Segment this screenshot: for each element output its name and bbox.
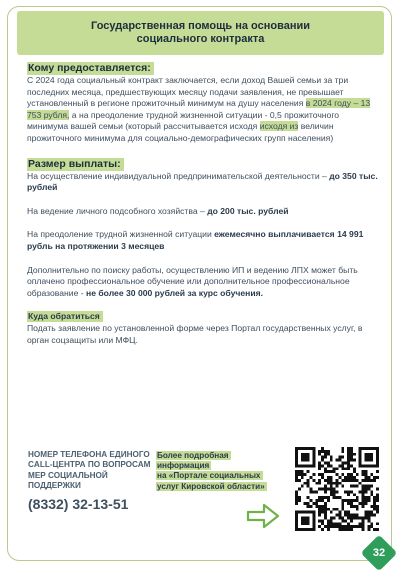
more-info-line-1: Более подробная — [157, 451, 229, 460]
section-title-amount: Размер выплаты: — [27, 158, 124, 171]
who-highlight-2: исходя из — [259, 121, 299, 132]
call-center-caption: НОМЕР ТЕЛЕФОНА ЕДИНОГО CALL-ЦЕНТРА ПО ВОПРОСАМ МЕР СОЦИАЛЬНОЙ ПОДДЕРЖКИ — [28, 450, 151, 491]
call-center-block — [28, 450, 158, 513]
main-content — [27, 62, 379, 346]
who-text-3: величин прожиточного минимума для социально-демографических групп населения) — [27, 121, 334, 143]
amount-p2-text: На ведение личного подсобного хозяйства – — [27, 205, 208, 216]
section-title-where: Куда обратиться — [27, 311, 103, 322]
amount-p1-bold: до 350 тыс. рублей — [27, 170, 378, 193]
section-title-who: Кому предоставляется: — [27, 62, 154, 75]
section-who — [27, 62, 379, 145]
more-info-line-3: на «Портале социальных — [157, 471, 261, 481]
amount-p2 — [27, 206, 379, 218]
call-center-phone[interactable]: (8332) 32-13-51 — [28, 495, 129, 512]
amount-p3-bold: ежемесячно выплачивается 14 991 рубль на протяжении 3 месяцев — [27, 229, 364, 251]
where-paragraph: Подать заявление по установленной форме через Портал государственных услуг, в орган соцзащиты или МФЦ. — [27, 322, 363, 345]
more-info-line-2: информация — [157, 461, 210, 471]
section-amount — [27, 158, 379, 300]
amount-p2-bold: до 200 тыс. рублей — [207, 205, 289, 216]
amount-p1-text: На осуществление индивидуальной предпринимательской деятельности – — [27, 170, 330, 181]
more-info-block — [156, 451, 290, 492]
who-text-2: а на преодоление трудной жизненной ситуации - 0,5 прожиточного минимума вашей семьи (который рассчитывается исходя — [27, 109, 340, 132]
amount-p4-bold: не более 30 000 рублей за курс обучения. — [86, 287, 264, 298]
amount-p3-text: На преодоление трудной жизненной ситуации — [27, 229, 215, 240]
qr-code-icon[interactable] — [295, 447, 379, 531]
section-where — [27, 311, 379, 346]
who-text-1: С 2024 года социальный контракт заключается, если доход Вашей семьи за три последних месяца, предшествующих месяцу подачи заявления, не превышает установленный в регионе прожиточный минимум на душу населения — [27, 75, 349, 109]
amount-p1 — [27, 171, 379, 194]
amount-p3 — [27, 229, 379, 252]
arrow-right-icon — [246, 503, 280, 529]
who-highlight-1: в 2024 году – 13 753 рубля, — [27, 98, 371, 120]
page-title: Государственная помощь на основании социального контракта — [91, 20, 310, 45]
page-number: 32 — [372, 547, 386, 559]
more-info-line-4: услуг Кировской области» — [157, 481, 265, 491]
page-header — [17, 11, 384, 55]
amount-p4 — [27, 265, 379, 300]
amount-p4-text: Дополнительно по поиску работы, осуществлению ИП и ведению ЛПХ может быть оплачено профессиональное обучение или дополнительное профессиональное образование - — [27, 264, 358, 298]
who-paragraph — [27, 75, 379, 145]
